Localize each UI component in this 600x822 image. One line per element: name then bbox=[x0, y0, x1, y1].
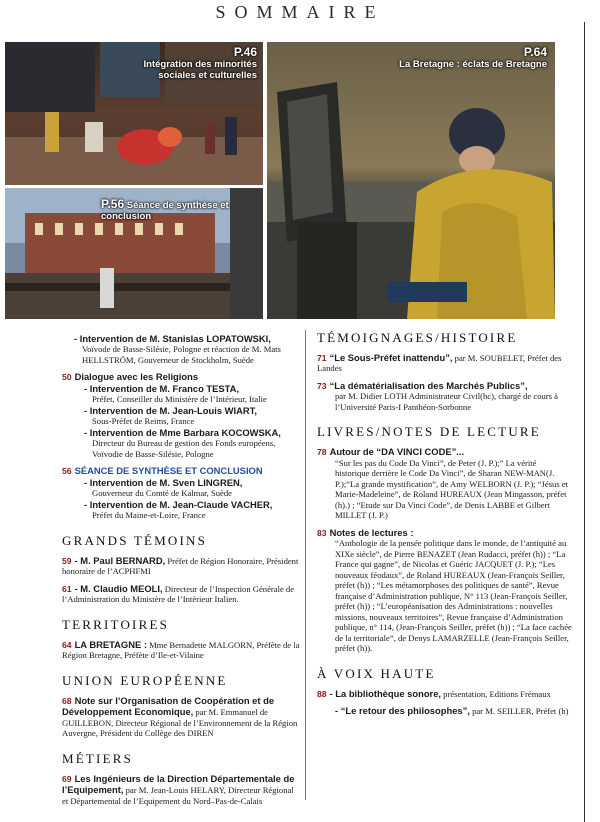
toc-entry-68 bbox=[62, 695, 300, 739]
toc-entry-88b bbox=[317, 705, 572, 716]
section-a-voix-haute: À VOIX HAUTE bbox=[317, 665, 436, 681]
entry-83-head: Notes de lectures : bbox=[329, 526, 414, 538]
entry-88b-body: par M. SEILLER, Préfet (h) bbox=[469, 706, 569, 717]
toc-entry-56 bbox=[62, 465, 300, 520]
left-column bbox=[62, 333, 300, 812]
entry-78-num: 78 bbox=[317, 447, 327, 458]
entry-64-body: Mme Bernadette MALGORN, Préfète de la Région Bretagne, Préfète d’Ile-et-Vilaine bbox=[62, 639, 300, 661]
toc-entry-83 bbox=[317, 527, 572, 654]
entry-71-head: “Le Sous-Préfet inattendu”, bbox=[329, 352, 453, 363]
toc-entry-intro bbox=[62, 333, 300, 365]
toc-entry-61 bbox=[62, 583, 300, 605]
toc-entry-88 bbox=[317, 688, 572, 699]
entry-50-head: Dialogue avec les Religions bbox=[74, 371, 199, 383]
entry-69-body: par M. Jean-Louis HELARY, Directeur Régional et Départemental de l’Equipement du Nord–Pas-de-Calais bbox=[62, 785, 294, 806]
entry-56-i2-body: Préfet du Maine-et-Loire, France bbox=[92, 510, 206, 521]
entry-50-i3-head: - Intervention de Mme Barbara KOCOWSKA, bbox=[84, 426, 281, 438]
photo-p46 bbox=[5, 42, 263, 185]
photo-p64 bbox=[267, 42, 555, 319]
entry-73-head: “La dématérialisation des Marchés Publics”, bbox=[329, 379, 528, 391]
entry-56-num: 56 bbox=[62, 466, 72, 477]
entry-88b-head: - “Le retour des philosophes”, bbox=[335, 705, 470, 717]
entry-78-head: Autour de “DA VINCI CODE”... bbox=[329, 446, 465, 458]
page-right-rule bbox=[584, 22, 585, 822]
page-title: SOMMAIRE bbox=[215, 2, 385, 22]
column-divider bbox=[305, 330, 306, 800]
entry-59-num: 59 bbox=[62, 555, 72, 566]
section-union-europeenne: UNION EUROPÉENNE bbox=[62, 672, 228, 688]
toc-entry-50 bbox=[62, 371, 300, 459]
toc-entry-78 bbox=[317, 446, 572, 520]
entry-64-num: 64 bbox=[62, 639, 72, 650]
toc-entry-69 bbox=[62, 773, 300, 806]
entry-68-num: 68 bbox=[62, 695, 72, 706]
entry-56-i1-body: Gouverneur du Comté de Kalmar, Suède bbox=[92, 488, 232, 499]
section-metiers: MÉTIERS bbox=[62, 750, 134, 766]
fisherman-boat-image bbox=[267, 42, 555, 319]
entry-50-i2-head: - Intervention de M. Jean-Louis WIART, bbox=[84, 404, 257, 416]
photo-p64-caption: La Bretagne : éclats de Bretagne bbox=[399, 58, 547, 70]
entry-50-num: 50 bbox=[62, 372, 72, 383]
entry-71-body: par M. SOUBELET, Préfet des Landes bbox=[317, 353, 562, 374]
entry-73-num: 73 bbox=[317, 380, 327, 391]
entry-69-num: 69 bbox=[62, 773, 72, 784]
entry-73-body: par M. Didier LOTH Administrateur Civil(hc), chargé de cours à l’Université Paris-I Panthéon-Sorbonne bbox=[335, 391, 558, 412]
entry-68-head: Note sur l’Organisation de Coopération et de Développement Economique, bbox=[62, 694, 275, 718]
entry-59-head: - M. Paul BERNARD, bbox=[74, 554, 166, 566]
photo-p56-page: P.56 bbox=[101, 197, 125, 211]
toc-entry-64 bbox=[62, 639, 300, 661]
section-grands-temoins: GRANDS TÉMOINS bbox=[62, 532, 208, 548]
entry-88-num: 88 bbox=[317, 688, 327, 699]
photo-p46-caption: Intégration des minorités sociales et culturelles bbox=[143, 58, 257, 81]
entry-intro-head: - Intervention de M. Stanislas LOPATOWSKI, bbox=[74, 333, 271, 344]
photo-p56 bbox=[5, 188, 263, 319]
entry-56-head: SÉANCE DE SYNTHÈSE ET CONCLUSION bbox=[74, 465, 263, 477]
entry-88-body: présentation, Editions Frémaux bbox=[441, 688, 551, 699]
entry-69-head: Les Ingénieurs de la Direction Départementale de l’Equipement, bbox=[62, 772, 295, 796]
entry-50-i1-head: - Intervention de M. Franco TESTA, bbox=[84, 382, 240, 394]
entry-56-i1-head: - Intervention de M. Sven LINGREN, bbox=[84, 476, 243, 488]
photo-p64-page: P.64 bbox=[523, 45, 547, 59]
entry-intro-body: Voïvode de Basse-Silésie, Pologne et réaction de M. Mats HELLSTRÖM, Gouverneur de Stockholm, Suède bbox=[82, 344, 281, 365]
section-livres: LIVRES/NOTES DE LECTURE bbox=[317, 424, 541, 440]
entry-83-num: 83 bbox=[317, 527, 327, 538]
entry-50-i1-body: Préfet, Conseiller du Ministère de l’Intérieur, Italie bbox=[92, 394, 267, 405]
entry-50-i3-body: Directeur du Bureau de gestion des Fonds européens, Voïvodie de Basse-Silésie, Pologne bbox=[92, 438, 276, 459]
entry-56-i2-head: - Intervention de M. Jean-Claude VACHER, bbox=[84, 498, 273, 510]
section-temoignages: TÉMOIGNAGES/HISTOIRE bbox=[317, 330, 518, 345]
entry-61-head: - M. Claudio MEOLI, bbox=[74, 582, 163, 594]
section-territoires: TERRITOIRES bbox=[62, 616, 170, 632]
right-column bbox=[317, 324, 572, 723]
toc-entry-59 bbox=[62, 555, 300, 577]
entry-59-body: Préfet de Région Honoraire, Président honoraire de l’ACPHFMI bbox=[62, 555, 299, 577]
entry-71-num: 71 bbox=[317, 353, 327, 363]
toc-entry-71 bbox=[317, 352, 572, 374]
photo-p56-caption: Séance de synthèse et conclusion bbox=[101, 200, 229, 222]
entry-83-body: “Anthologie de la pensée politique dans le monde, de l’antiquité au XIXe siècle”, de Pierre BENAZET (Jean Rudacci, préfet (h)) ; “La France qui gagne”, de Nicolas et Guéric JACQUET (J. P.); “Les nouveaux féodaux”, de Roland HUREAUX (Jean-François Seiller, préfet (h)) ; “Les métamorphoses des politiques de santé”, Revue française d’Administration publique, N° 113 (Jean-François Seiller, préfet (h)) ; “L’européanisation des Administrations : nouvelles missions, nouveaux territoires”, Revue française d’Administration publique, n° 114, (Jean-François Seiller, préfet (h)) ; “La face cachée de la territoriale”, de Denys LAMARZELLE (Jean-François Seiller, préfet (h)). bbox=[335, 538, 572, 654]
entry-68-body: par M. Emmanuel de GUILLEBON, Directeur Régional de l’Environnement de la Région Auvergne, Président du Collège des DIREN bbox=[62, 707, 298, 739]
toc-entry-73 bbox=[317, 380, 572, 412]
photo-p46-page: P.46 bbox=[233, 45, 257, 59]
entry-78-body: “Sur les pas du Code Da Vinci”, de Peter (J. P.);” La vérité historique derrière le Code Da Vinci”, de Sharan NEW-MAN(J. P.);“La grande mystification”, de Amy WELBORN (J. P.); “Jésus et Marie-Madeleine”, de Roland HUREAUX (Jean Mingasson, préfet (h).) ; “Etude sur Da Vinci Code”, de Denis LABBE et Gilbert MILLET (J. P.) bbox=[335, 457, 569, 521]
entry-88-head: - La bibliothèque sonore, bbox=[329, 687, 442, 699]
entry-61-body: Directeur de l’Inspection Générale de l’Administration du Ministère de l’Intérieur Italien. bbox=[62, 583, 295, 605]
entry-61-num: 61 bbox=[62, 583, 72, 594]
entry-64-head: LA BRETAGNE : bbox=[74, 638, 147, 650]
entry-50-i2-body: Sous-Préfet de Reims, France bbox=[92, 416, 195, 427]
